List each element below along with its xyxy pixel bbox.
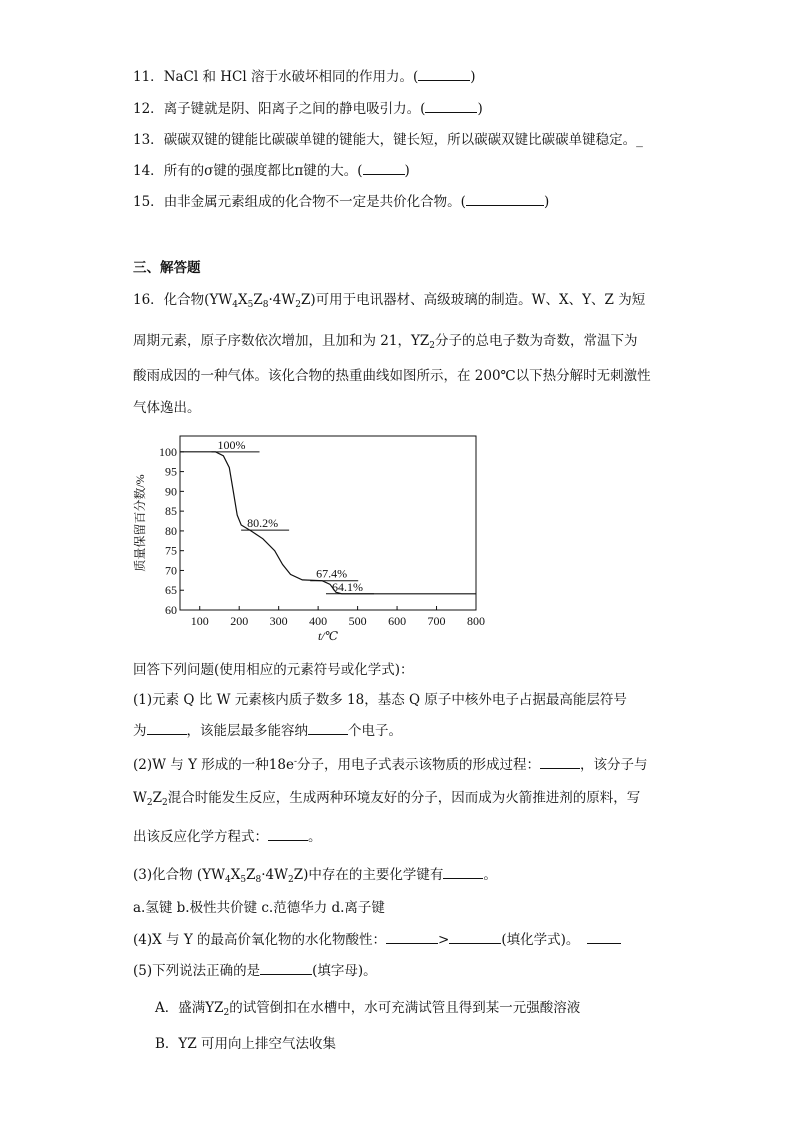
y-tick-label: 100 — [159, 444, 177, 459]
sub2-text: ，该分子与 — [580, 757, 648, 773]
judge-item-12 — [133, 98, 483, 119]
q16-text: 16．化合物( — [133, 292, 210, 308]
sub2-text: (2)W 与 Y 形成的一种18e — [133, 757, 294, 773]
sub3-text: 。 — [483, 867, 497, 883]
item-text: 所有的σ键的强度都比π键的大。( — [163, 163, 363, 179]
paren-close: ) — [477, 101, 483, 117]
sub2-text: 。 — [308, 829, 322, 845]
sub3-line — [133, 864, 497, 890]
answer-blank[interactable] — [363, 160, 405, 175]
sub2-line-3 — [133, 826, 322, 847]
y-tick-label: 95 — [165, 464, 177, 479]
item-number: 15． — [133, 194, 164, 210]
y-tick-label: 85 — [165, 504, 177, 519]
judge-item-13 — [133, 130, 643, 150]
sub4-line — [133, 929, 621, 950]
answer-blank[interactable] — [449, 929, 501, 944]
annotation-label: 64.1% — [331, 579, 363, 594]
annotation-label: 80.2% — [247, 516, 279, 531]
y-tick-label: 80 — [165, 523, 177, 538]
prompt-line: 回答下列问题(使用相应的元素符号或化学式)： — [133, 662, 414, 678]
paren-close: ) — [470, 69, 476, 85]
item-number: 14． — [133, 163, 164, 179]
paren-close: ) — [404, 163, 410, 179]
x-tick-label: 700 — [427, 614, 446, 628]
sub1-text: 个电子。 — [348, 723, 402, 739]
sub4-text: (4)X 与 Y 的最高价氧化物的水化物酸性： — [133, 932, 387, 948]
answer-blank[interactable] — [587, 929, 621, 944]
item-text: NaCl 和 HCl 溶于水破坏相同的作用力。( — [163, 69, 419, 85]
sub5-text: (5)下列说法正确的是 — [133, 963, 261, 979]
x-tick-label: 600 — [388, 614, 407, 628]
option-text: 的试管倒扣在水槽中，水可充满试管且得到某一元强酸溶液 — [229, 1000, 581, 1016]
sub1-text: ，该能层最多能容纳 — [186, 723, 308, 739]
x-tick-label: 200 — [230, 614, 249, 628]
answer-blank[interactable] — [443, 864, 483, 879]
item-number: 13． — [133, 132, 164, 148]
sub3-options: a.氢键 b.极性共价键 c.范德华力 d.离子键 — [133, 900, 385, 916]
x-tick-label: 300 — [269, 614, 288, 628]
option-b: B．YZ 可用向上排空气法收集 — [155, 1036, 337, 1052]
formula: $YZ_2$ — [205, 1000, 230, 1018]
sub2-text: 出该反应化学方程式： — [133, 829, 268, 845]
item-number: 11． — [133, 69, 164, 85]
y-tick-label: 70 — [165, 563, 177, 578]
sub2-text: 混合时能发生反应，生成两种环境友好的分子，因而成为火箭推进剂的原料，写 — [167, 790, 641, 806]
sub5-text: (填字母)。 — [312, 963, 377, 979]
judge-item-15 — [133, 191, 549, 212]
answer-blank[interactable] — [147, 720, 187, 735]
answer-blank[interactable] — [466, 191, 544, 206]
item-text: 离子键就是阴、阳离子之间的静电吸引力。( — [163, 101, 426, 117]
q16-line-1 — [133, 290, 645, 315]
paren-close: ) — [543, 194, 550, 210]
formula: $YW_4X_5Z_8\cdot 4W_2Z$ — [202, 867, 304, 885]
annotation-label: 100% — [217, 437, 246, 452]
formula: $W_2Z_2$ — [133, 790, 168, 808]
q16-line-3: 酸雨成因的一种气体。该化合物的热重曲线如图所示，在 200℃以下热分解时无刺激性 — [133, 368, 651, 384]
sub3-text: )中存在的主要化学键有 — [303, 867, 444, 883]
y-tick-label: 60 — [165, 603, 177, 617]
y-tick-label: 75 — [165, 543, 177, 558]
answer-blank[interactable] — [425, 98, 477, 113]
item-number: 12． — [133, 101, 164, 117]
x-tick-label: 400 — [309, 614, 328, 628]
judge-item-14 — [133, 160, 410, 181]
sub1-line-1: (1)元素 Q 比 W 元素核内质子数多 18，基态 Q 原子中核外电子占据最高能层符号 — [133, 692, 627, 708]
answer-blank[interactable] — [386, 929, 438, 944]
y-axis-label: 质量保留百分数/% — [133, 474, 147, 572]
sub1-line-2 — [133, 720, 402, 741]
q16-line-2 — [133, 331, 638, 356]
sub2-line-2 — [133, 788, 640, 813]
answer-blank[interactable] — [540, 754, 580, 769]
annotation-label: 67.4% — [316, 566, 348, 581]
sub2-text: 分子，用电子式表示该物质的形成过程： — [297, 757, 540, 773]
q16-line-4: 气体逸出。 — [133, 400, 201, 416]
sub4-text: (填化学式)。 — [501, 932, 580, 948]
answer-blank[interactable] — [260, 960, 312, 975]
sub5-line — [133, 960, 377, 981]
thermogravimetric-chart — [130, 428, 490, 643]
judge-item-11 — [133, 66, 476, 87]
sub1-text: 为 — [133, 723, 147, 739]
x-tick-label: 800 — [467, 614, 485, 628]
formula: $YZ_2$ — [410, 333, 436, 351]
section-title: 三、解答题 — [133, 260, 201, 276]
x-tick-label: 100 — [190, 614, 209, 628]
y-tick-label: 65 — [165, 583, 177, 598]
answer-blank[interactable] — [308, 720, 348, 735]
superscript: - — [293, 757, 297, 767]
x-tick-label: 500 — [348, 614, 367, 628]
gt-sign: > — [438, 932, 450, 948]
sub3-text: (3)化合物 ( — [133, 867, 203, 883]
x-axis-label: t/℃ — [317, 629, 339, 643]
q16-text: 周期元素，原子序数依次增加，且加和为 21， — [133, 333, 411, 349]
answer-blank[interactable] — [418, 66, 470, 81]
option-text: A．盛满 — [155, 1000, 206, 1016]
q16-text: )可用于电讯器材、高级玻璃的制造。W、X、Y、Z 为短 — [310, 292, 646, 308]
answer-blank[interactable] — [268, 826, 308, 841]
q16-text: 分子的总电子数为奇数，常温下为 — [435, 333, 638, 349]
option-a — [155, 998, 580, 1023]
y-tick-label: 90 — [165, 484, 177, 499]
item-text: 碳碳双键的键能比碳碳单键的键能大，键长短，所以碳碳双键比碳碳单键稳定。_ — [163, 132, 643, 148]
sub2-line-1 — [133, 752, 648, 775]
item-text: 由非金属元素组成的化合物不一定是共价化合物。( — [163, 194, 466, 210]
formula: $YW_4X_5Z_8\cdot 4W_2Z$ — [209, 292, 311, 310]
